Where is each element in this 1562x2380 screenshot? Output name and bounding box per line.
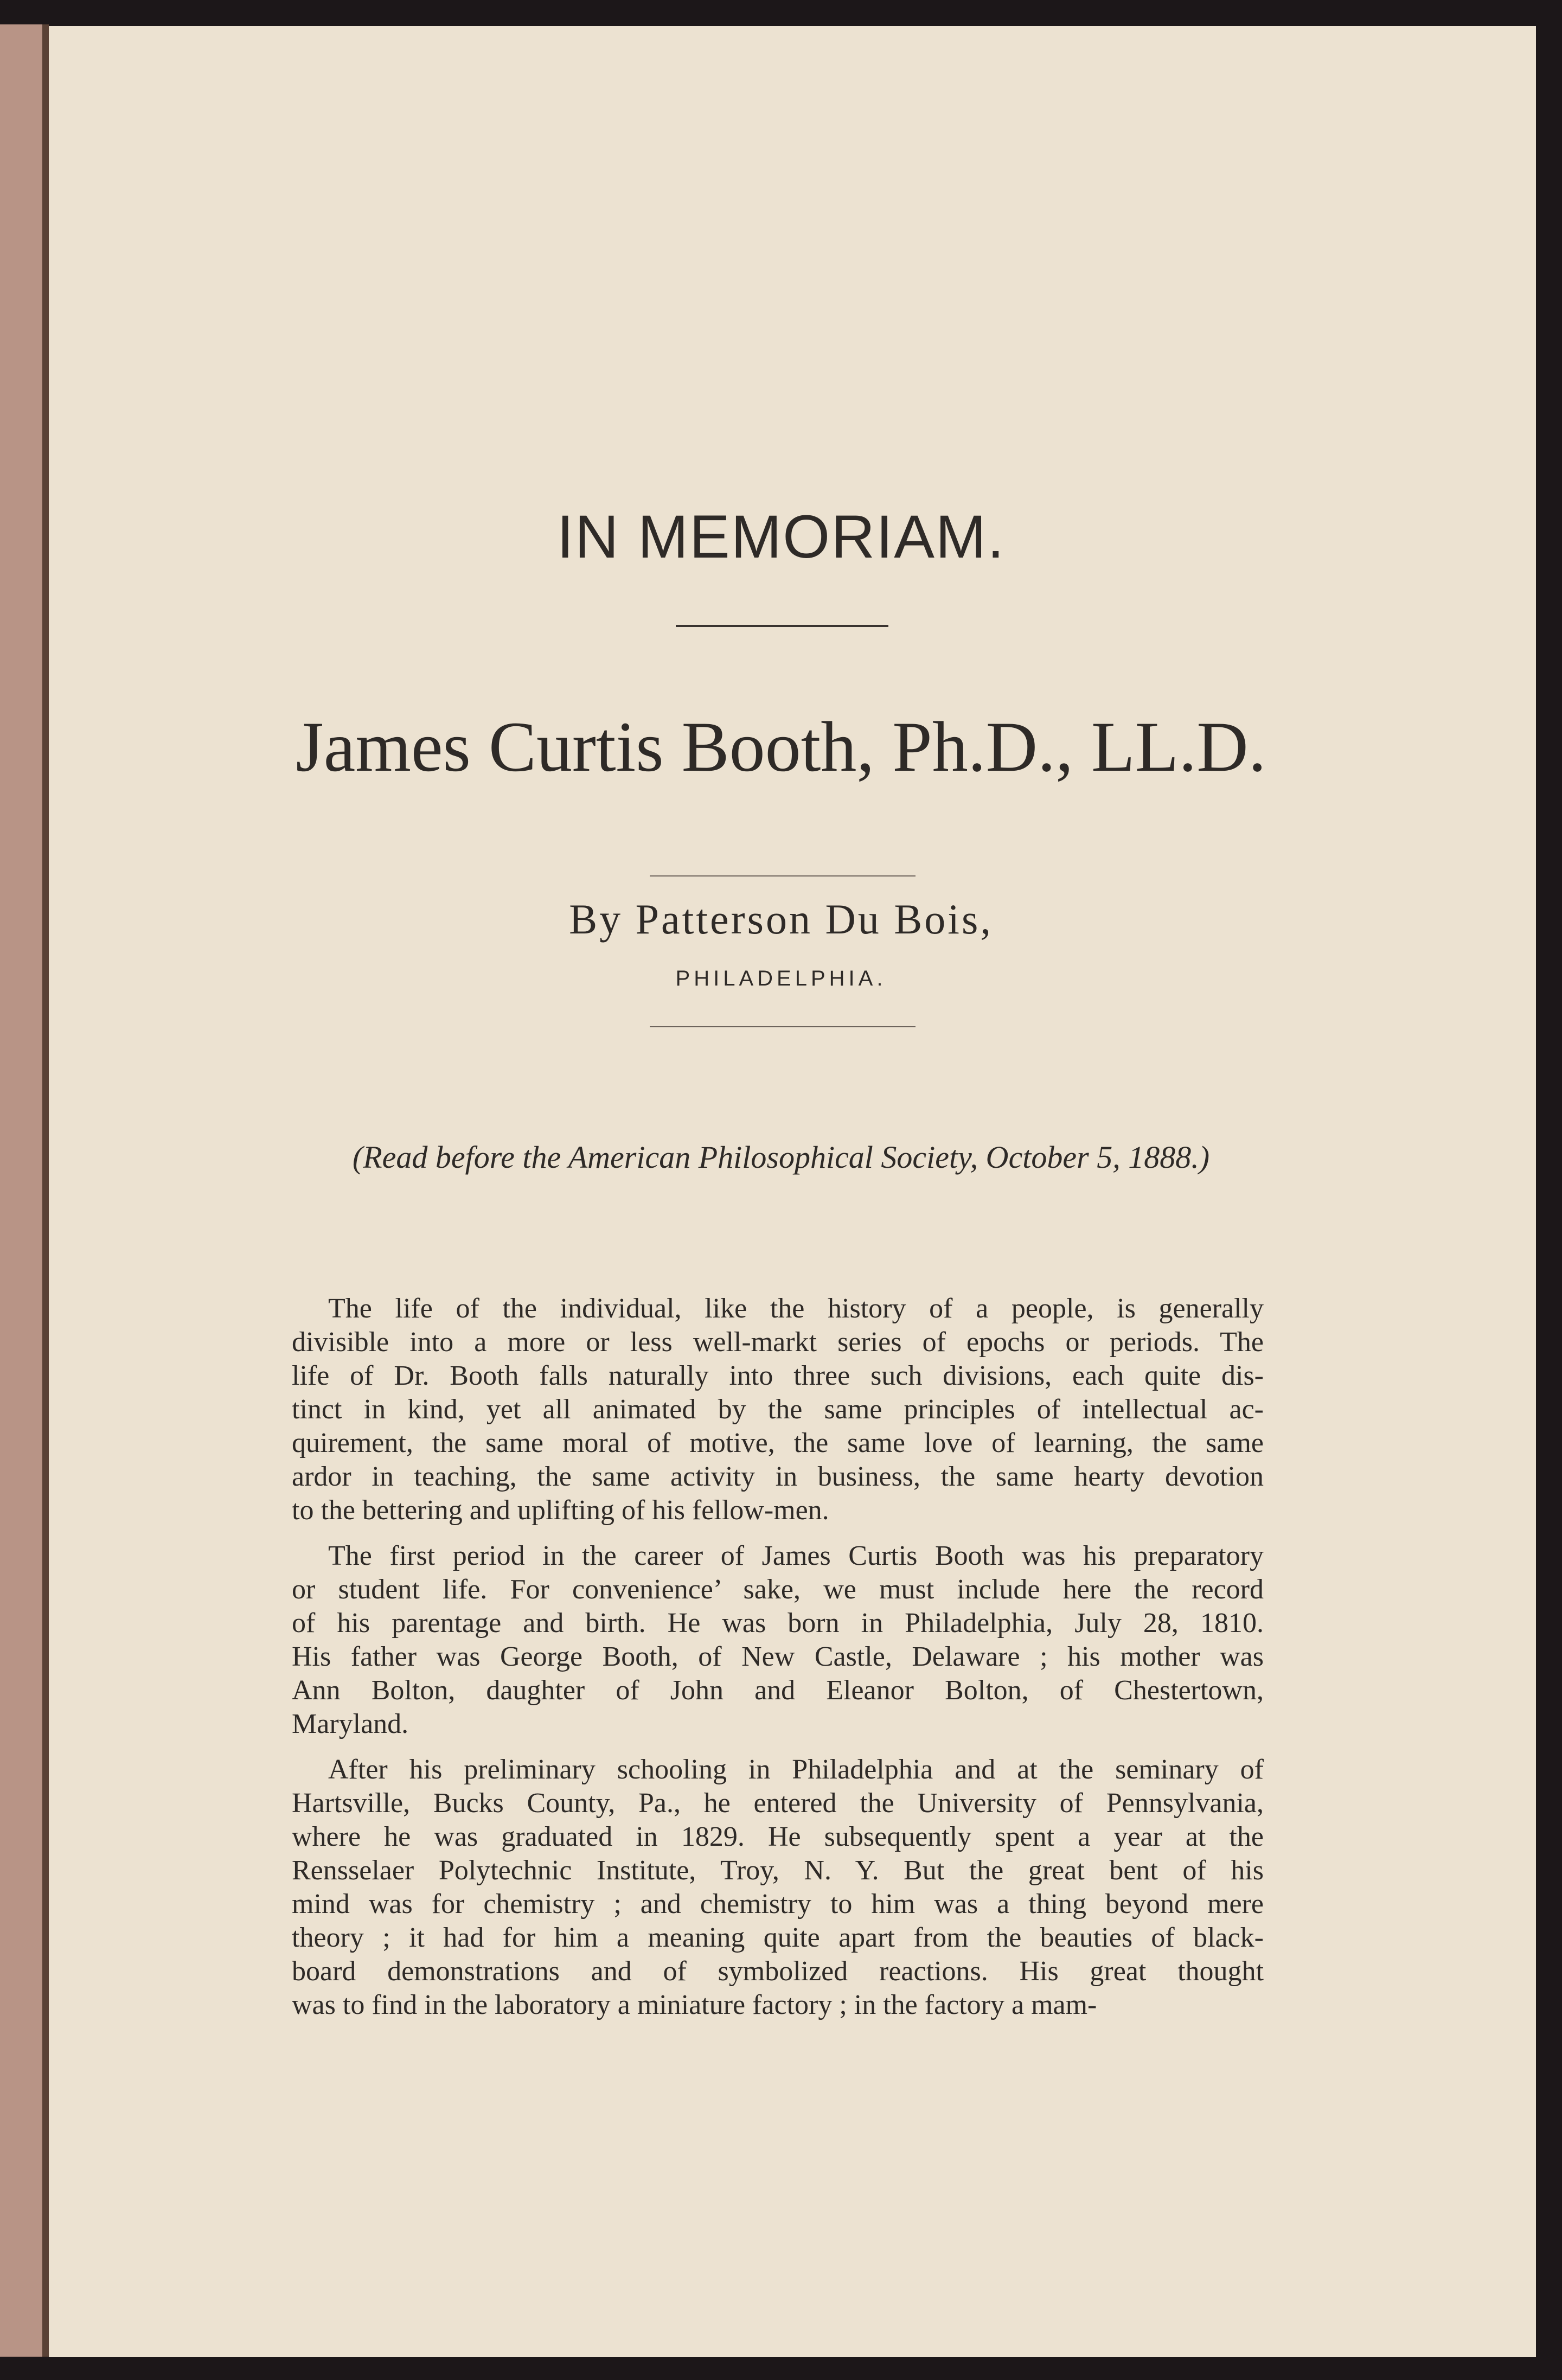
paragraph bbox=[292, 1539, 1264, 1741]
paragraph bbox=[292, 1753, 1264, 2022]
read-before-note: (Read before the American Philosophical Society, October 5, 1888.) bbox=[352, 1140, 1210, 1175]
text-line: life of Dr. Booth falls naturally into three such divisions, each quite dis- bbox=[292, 1360, 1264, 1391]
byline-divider-bottom bbox=[650, 1026, 916, 1027]
text-line: to the bettering and uplifting of his fellow-men. bbox=[292, 1495, 829, 1526]
author-city: PHILADELPHIA. bbox=[675, 967, 887, 990]
text-line: Ann Bolton, daughter of John and Eleanor Bolton, of Chestertown, bbox=[292, 1675, 1264, 1706]
book-spine-gutter bbox=[42, 24, 49, 2357]
body-text bbox=[292, 1292, 1264, 2034]
text-line: where he was graduated in 1829. He subsequently spent a year at the bbox=[292, 1821, 1264, 1852]
text-line: theory ; it had for him a meaning quite apart from the beauties of black- bbox=[292, 1922, 1264, 1953]
text-line: After his preliminary schooling in Philadelphia and at the seminary of bbox=[328, 1754, 1264, 1785]
text-line: Maryland. bbox=[292, 1709, 409, 1739]
author-byline: By Patterson Du Bois, bbox=[569, 895, 993, 943]
title-divider bbox=[676, 625, 888, 627]
text-line: Rensselaer Polytechnic Institute, Troy, N. Y. But the great bent of his bbox=[292, 1855, 1264, 1886]
text-line: ardor in teaching, the same activity in business, the same hearty devotion bbox=[292, 1461, 1264, 1492]
byline-divider-top bbox=[650, 875, 916, 876]
text-line: His father was George Booth, of New Castle, Delaware ; his mother was bbox=[292, 1641, 1264, 1672]
text-line: mind was for chemistry ; and chemistry to him was a thing beyond mere bbox=[292, 1889, 1264, 1920]
text-line: tinct in kind, yet all animated by the same principles of intellectual ac- bbox=[292, 1394, 1264, 1425]
text-line: of his parentage and birth. He was born in Philadelphia, July 28, 1810. bbox=[292, 1608, 1264, 1639]
text-line: board demonstrations and of symbolized reactions. His great thought bbox=[292, 1956, 1264, 1987]
text-line: Hartsville, Bucks County, Pa., he entered the University of Pennsylvania, bbox=[292, 1788, 1264, 1819]
page-title: IN MEMORIAM. bbox=[556, 503, 1006, 571]
text-line: or student life. For convenience’ sake, we must include here the record bbox=[292, 1574, 1264, 1605]
text-line: quirement, the same moral of motive, the same love of learning, the same bbox=[292, 1428, 1264, 1458]
text-line: The first period in the career of James Curtis Booth was his preparatory bbox=[328, 1540, 1264, 1571]
subject-name: James Curtis Booth, Ph.D., LL.D. bbox=[296, 707, 1266, 786]
text-line: The life of the individual, like the history of a people, is generally bbox=[328, 1293, 1264, 1324]
book-cover-edge bbox=[0, 24, 44, 2357]
text-line: was to find in the laboratory a miniature factory ; in the factory a mam- bbox=[292, 1989, 1097, 2020]
text-line: divisible into a more or less well-markt series of epochs or periods. The bbox=[292, 1327, 1264, 1358]
paragraph bbox=[292, 1292, 1264, 1527]
